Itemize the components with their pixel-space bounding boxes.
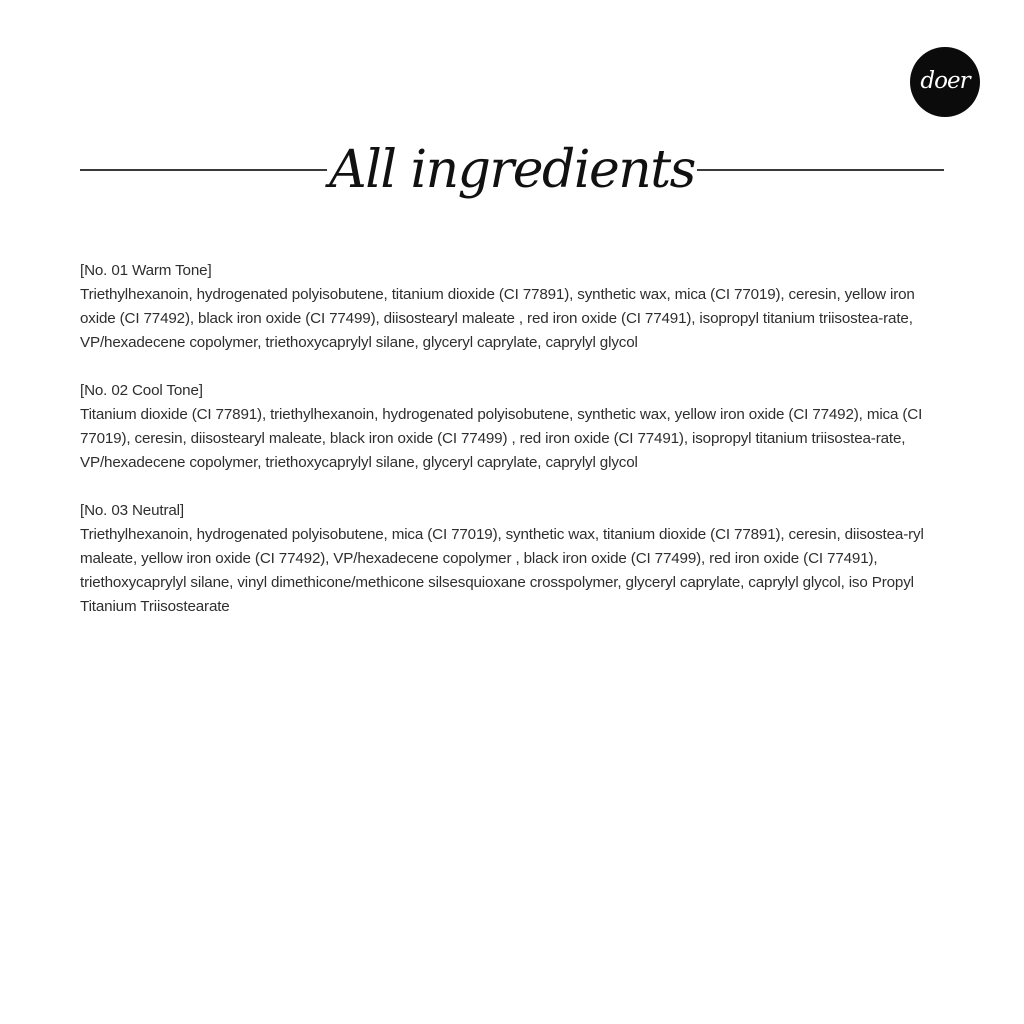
title-divider-right	[697, 169, 944, 171]
ingredient-heading: [No. 02 Cool Tone]	[80, 382, 203, 399]
ingredient-text: Triethylhexanoin, hydrogenated polyisobutene, titanium dioxide (CI 77891), synthetic wax, mica (CI 77019), ceresin, yellow iron oxide (CI 77492), black iron oxide (CI 77499), diisostearyl maleate , red iron oxide (CI 77491), isopropyl titanium triisostea-rate, VP/hexadecene copolymer, triethoxycaprylyl silane, glyceryl caprylate, caprylyl glycol	[80, 286, 915, 351]
ingredients-list	[80, 259, 946, 643]
brand-logo-text: doer	[920, 67, 970, 94]
ingredient-heading: [No. 03 Neutral]	[80, 502, 184, 519]
ingredient-text: Titanium dioxide (CI 77891), triethylhexanoin, hydrogenated polyisobutene, synthetic wax, yellow iron oxide (CI 77492), mica (CI 77019), ceresin, diisostearyl maleate, black iron oxide (CI 77499) , red iron oxide (CI 77491), isopropyl titanium triisostea-rate, VP/hexadecene copolymer, triethoxycaprylyl silane, glyceryl caprylate, caprylyl glycol	[80, 406, 923, 471]
ingredient-block-warm-tone	[80, 259, 946, 355]
ingredient-text: Triethylhexanoin, hydrogenated polyisobutene, mica (CI 77019), synthetic wax, titanium dioxide (CI 77891), ceresin, diisostea-ryl maleate, yellow iron oxide (CI 77492), VP/hexadecene copolymer , black iron oxide (CI 77499), red iron oxide (CI 77491), triethoxycaprylyl silane, vinyl dimethicone/methicone silsesquioxane crosspolymer, glyceryl caprylate, caprylyl glycol, iso Propyl Titanium Triisostearate	[80, 526, 924, 615]
page-title: All ingredients	[329, 140, 695, 200]
title-row	[80, 135, 944, 205]
ingredient-block-neutral	[80, 499, 946, 619]
ingredient-heading: [No. 01 Warm Tone]	[80, 262, 212, 279]
brand-logo	[910, 47, 980, 117]
ingredient-block-cool-tone	[80, 379, 946, 475]
